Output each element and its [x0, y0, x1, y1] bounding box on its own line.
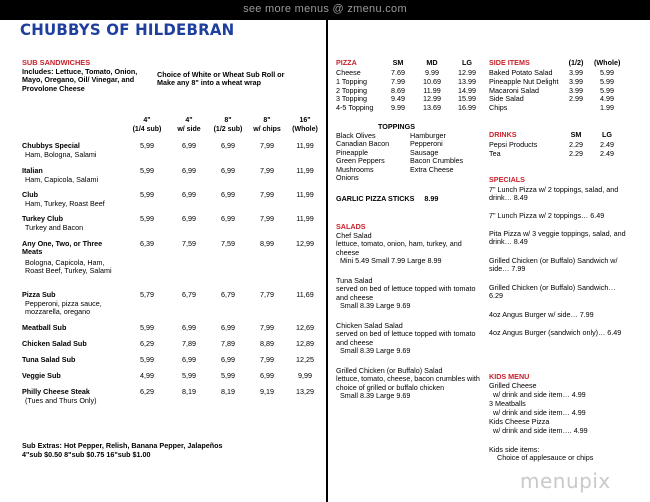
sub-item-price: 9,99	[298, 371, 312, 380]
sub-item-price: 8,89	[260, 339, 274, 348]
pizza-row-price: 16.99	[458, 103, 476, 113]
sub-item-price: 5,79	[140, 290, 154, 299]
pizza-row-name: 3 Topping	[336, 94, 368, 104]
toppings-heading: TOPPINGS	[378, 122, 416, 131]
sub-item-name: Italian	[22, 166, 43, 175]
sub-header-size: 16"	[299, 117, 311, 124]
sub-extras: Sub Extras: Hot Pepper, Relish, Banana Pepper, Jalapeños	[22, 441, 223, 450]
sub-item-price: 11,99	[296, 190, 314, 199]
pizza-row-price: 13.99	[458, 76, 476, 86]
side-item-half-price: 3.99	[569, 68, 583, 77]
specials-heading: SPECIALS	[489, 175, 525, 184]
side-item-whole-price: 1.99	[600, 103, 614, 113]
pizza-row-price: 7.99	[391, 76, 405, 86]
sub-item-price: 5,99	[140, 355, 154, 364]
garlic-pizza-sticks-label: GARLIC PIZZA STICKS	[336, 194, 415, 203]
pizza-row-price: 10.69	[423, 76, 441, 86]
pizza-heading: PIZZA	[336, 58, 357, 67]
sub-item-price: 7,99	[260, 323, 274, 332]
drink-name: Tea	[489, 148, 501, 158]
salad-chicken-prices: Small 8.39 Large 9.69	[340, 346, 411, 356]
topping-item: Hamburger	[410, 131, 446, 140]
pizza-row-name: 2 Topping	[336, 85, 368, 95]
sub-item-name: Philly Cheese Steak	[22, 387, 90, 396]
sub-item-name: Any One, Two, or Three Meats	[22, 239, 103, 257]
sub-item-price: 6,99	[182, 141, 196, 150]
sub-item-price: 5,99	[221, 371, 235, 380]
sub-header-size: 4"	[185, 117, 193, 124]
sub-item-price: 8,99	[260, 239, 274, 248]
sub-item-price: 7,59	[182, 239, 196, 248]
sub-item-price: 7,99	[260, 214, 274, 223]
pizza-row-price: 7.69	[391, 68, 405, 77]
sub-item-desc: Bologna, Capicola, Ham, Roast Beef, Turkey, Salami	[25, 258, 112, 276]
sub-item-price: 9,19	[260, 387, 274, 396]
sub-item-desc: Ham, Capicola, Salami	[25, 175, 99, 184]
sub-item-price: 5,99	[140, 141, 154, 150]
salad-grilled-name: Grilled Chicken (or Buffalo) Salad	[336, 366, 443, 375]
sub-item-price: 7,79	[260, 290, 274, 299]
sub-item-price: 6,99	[221, 166, 235, 175]
sub-item-price: 6,39	[140, 239, 154, 248]
salad-chef-name: Chef Salad	[336, 231, 372, 240]
sub-item-price: 12,25	[296, 355, 314, 364]
drink-sm-price: 2.29	[569, 148, 583, 158]
sub-item-price: 7,99	[260, 190, 274, 199]
side-items-heading: SIDE ITEMS	[489, 58, 530, 67]
pizza-size-header: SM	[392, 58, 404, 67]
salad-tuna-prices: Small 8.39 Large 9.69	[340, 301, 411, 311]
salad-grilled	[336, 367, 482, 401]
pizza-row-price: 11.99	[423, 85, 441, 95]
toppings-list-left	[336, 132, 389, 183]
sub-header-size: 8"	[263, 117, 271, 124]
special-item: Pita Pizza w/ 3 veggie toppings, salad, and drink… 8.49	[489, 229, 626, 247]
pizza-row-price: 9.99	[425, 68, 439, 77]
sub-item-price: 12,69	[296, 323, 314, 332]
topping-item: Black Olives	[336, 131, 376, 140]
sub-header-size: 4"	[143, 117, 151, 124]
sub-item-price: 6,99	[260, 371, 274, 380]
kids-item-detail: w/ drink and side item… 4.99	[493, 390, 586, 399]
sub-item-price: 6,99	[182, 190, 196, 199]
sub-item-price: 6,99	[182, 214, 196, 223]
sub-item-price: 6,29	[140, 387, 154, 396]
sub-item-name: Chicken Salad Sub	[22, 339, 87, 348]
pizza-row-price: 13.69	[423, 103, 441, 113]
sub-roll-choice: Choice of White or Wheat Sub Roll or Make any 8" into a wheat wrap	[157, 70, 285, 88]
side-item-name: Side Salad	[489, 94, 524, 104]
side-col-half: (1/2)	[568, 58, 584, 67]
sub-item-price: 6,79	[221, 290, 235, 299]
sub-item-price: 7,99	[260, 166, 274, 175]
drinks-heading: DRINKS	[489, 130, 517, 139]
sub-item-name: Veggie Sub	[22, 371, 61, 380]
special-item: Grilled Chicken (or Buffalo) Sandwich… 6.29	[489, 283, 616, 301]
sub-item-desc: Ham, Bologna, Salami	[25, 150, 97, 159]
sub-item-price: 6,99	[221, 190, 235, 199]
sub-item-price: 6,99	[182, 355, 196, 364]
sub-item-price: 6,29	[140, 339, 154, 348]
pizza-row-price: 12.99	[423, 94, 441, 104]
kids-item-name: Grilled Cheese	[489, 381, 537, 390]
sub-item-price: 4,99	[140, 371, 154, 380]
special-item: 4oz Angus Burger w/ side… 7.99	[489, 310, 594, 319]
garlic-pizza-sticks	[336, 195, 438, 203]
sub-extras-prices: 4"sub $0.50 8"sub $0.75 16"sub $1.00	[22, 450, 151, 459]
sub-item-price: 5,99	[140, 323, 154, 332]
pizza-row-name: Cheese	[336, 68, 361, 77]
drink-col-lg: LG	[602, 130, 612, 139]
sub-header-size: 8"	[224, 117, 232, 124]
kids-item-detail: w/ drink and side item…. 4.99	[493, 426, 588, 435]
sub-header-label: (1/4 sub)	[132, 126, 162, 133]
side-col-whole: (Whole)	[594, 58, 621, 67]
sub-item-price: 7,89	[182, 339, 196, 348]
salads-heading: SALADS	[336, 222, 366, 231]
sub-item-price: 6,99	[221, 141, 235, 150]
kids-menu-heading: KIDS MENU	[489, 372, 530, 381]
sub-header-label: (1/2 sub)	[213, 126, 243, 133]
drink-lg-price: 2.49	[600, 140, 614, 149]
salad-tuna	[336, 277, 482, 311]
topping-item: Extra Cheese	[410, 164, 454, 174]
sub-item-price: 6,99	[182, 166, 196, 175]
salad-tuna-desc: served on bed of lettuce topped with tomato and cheese	[336, 284, 476, 302]
sub-item-price: 8,19	[182, 387, 196, 396]
sub-item-name: Meatball Sub	[22, 323, 67, 332]
side-item-whole-price: 5.99	[600, 85, 614, 95]
sub-item-name: Tuna Salad Sub	[22, 355, 76, 364]
column-divider	[326, 20, 328, 502]
sub-item-price: 8,19	[221, 387, 235, 396]
sub-item-name: Club	[22, 190, 38, 199]
salad-grilled-desc: lettuce, tomato, cheese, bacon crumbles with choice of grilled or buffalo chicken	[336, 374, 480, 392]
pizza-row-price: 12.99	[458, 68, 476, 77]
sub-item-price: 6,99	[221, 323, 235, 332]
salad-tuna-name: Tuna Salad	[336, 276, 373, 285]
kids-item-detail: w/ drink and side item… 4.99	[493, 408, 586, 417]
sub-header-label: w/ side	[177, 126, 201, 133]
kids-item-name: 3 Meatballs	[489, 399, 526, 408]
sub-item-price: 7,59	[221, 239, 235, 248]
kids-side-items-label: Kids side items:	[489, 445, 540, 454]
salad-chef-prices: Mini 5.49 Small 7.99 Large 8.99	[340, 256, 442, 266]
salad-chef	[336, 232, 482, 266]
drink-name: Pepsi Products	[489, 140, 538, 149]
pizza-row-name: 4-5 Topping	[336, 103, 374, 113]
sub-item-price: 7,99	[260, 355, 274, 364]
side-item-name: Macaroni Salad	[489, 85, 539, 95]
topping-item: Pepperoni	[410, 139, 443, 149]
side-item-half-price: 2.99	[569, 94, 583, 104]
topping-item: Sausage	[410, 147, 439, 157]
pizza-row-price: 8.69	[391, 85, 405, 95]
side-item-half-price: 3.99	[569, 85, 583, 95]
sub-item-price: 6,99	[221, 355, 235, 364]
pizza-row-price: 15.99	[458, 94, 476, 104]
topping-item: Onions	[336, 173, 359, 183]
topping-item: Green Peppers	[336, 156, 385, 166]
sub-item-price: 7,99	[260, 141, 274, 150]
sub-item-desc: (Tues and Thurs Only)	[25, 396, 97, 405]
pizza-row-price: 9.49	[391, 94, 405, 104]
sub-header-label: (Whole)	[292, 126, 318, 133]
drink-lg-price: 2.49	[600, 148, 614, 158]
sub-item-price: 6,99	[221, 214, 235, 223]
salad-chicken-desc: served on bed of lettuce topped with tomato and cheese	[336, 329, 476, 347]
sub-item-price: 13,29	[296, 387, 314, 396]
kids-side-items	[489, 446, 629, 463]
drink-sm-price: 2.29	[569, 140, 583, 149]
sub-item-price: 6,79	[182, 290, 196, 299]
special-item: Grilled Chicken (or Buffalo) Sandwich w/ side… 7.99	[489, 256, 618, 274]
special-item: 7" Lunch Pizza w/ 2 toppings, salad, and drink… 8.49	[489, 185, 619, 203]
salad-chicken	[336, 322, 482, 356]
pizza-row-price: 9.99	[391, 103, 405, 113]
side-item-name: Pineapple Nut Delight	[489, 76, 559, 86]
sub-item-price: 11,69	[296, 290, 314, 299]
side-item-whole-price: 4.99	[600, 94, 614, 104]
sub-includes: Includes: Lettuce, Tomato, Onion, Mayo, Oregano, Oil/ Vinegar, and Provolone Cheese	[22, 67, 138, 93]
watermark-bottom: menupix	[520, 469, 611, 493]
garlic-pizza-sticks-price: 8.99	[424, 194, 439, 203]
kids-item-name: Kids Cheese Pizza	[489, 417, 550, 426]
watermark-top: see more menus @ zmenu.com	[243, 3, 407, 15]
topping-item: Bacon Crumbles	[410, 156, 464, 166]
sub-item-desc: Pepperoni, pizza sauce, mozzarella, oregano	[25, 299, 102, 317]
sub-sandwiches-heading: SUB SANDWICHES	[22, 58, 91, 67]
pizza-size-header: MD	[426, 58, 438, 67]
restaurant-title: CHUBBYS OF HILDEBRAN	[20, 20, 235, 40]
side-item-whole-price: 5.99	[600, 68, 614, 77]
pizza-size-header: LG	[462, 58, 472, 67]
sub-item-price: 12,99	[296, 239, 314, 248]
sub-item-name: Pizza Sub	[22, 290, 56, 299]
side-item-name: Baked Potato Salad	[489, 68, 553, 77]
topping-item: Pineapple	[336, 147, 368, 157]
sub-item-price: 5,99	[140, 214, 154, 223]
pizza-row-name: 1 Topping	[336, 76, 368, 86]
side-item-half-price: 3.99	[569, 76, 583, 86]
special-item: 7" Lunch Pizza w/ 2 toppings… 6.49	[489, 211, 605, 220]
sub-item-price: 11,99	[296, 166, 314, 175]
sub-item-price: 11,99	[296, 141, 314, 150]
salad-chicken-name: Chicken Salad Salad	[336, 321, 403, 330]
topping-item: Canadian Bacon	[336, 139, 390, 149]
sub-item-price: 12,89	[296, 339, 314, 348]
pizza-row-price: 14.99	[458, 85, 476, 95]
sub-item-desc: Ham, Turkey, Roast Beef	[25, 199, 105, 208]
sub-item-price: 7,89	[221, 339, 235, 348]
sub-item-desc: Turkey and Bacon	[25, 223, 84, 232]
sub-item-name: Turkey Club	[22, 214, 64, 223]
sub-item-price: 5,99	[140, 166, 154, 175]
sub-item-price: 11,99	[296, 214, 314, 223]
topping-item: Mushrooms	[336, 164, 374, 174]
side-item-name: Chips	[489, 103, 508, 113]
sub-item-price: 5,99	[140, 190, 154, 199]
sub-item-price: 6,99	[182, 323, 196, 332]
salad-chef-desc: lettuce, tomato, onion, ham, turkey, and cheese	[336, 239, 462, 257]
kids-side-items-choice: Choice of applesauce or chips	[497, 453, 594, 463]
sub-item-price: 5,99	[182, 371, 196, 380]
drink-col-sm: SM	[570, 130, 582, 139]
side-item-whole-price: 5.99	[600, 76, 614, 86]
special-item: 4oz Angus Burger (sandwich only)… 6.49	[489, 328, 622, 337]
sub-item-name: Chubbys Special	[22, 141, 80, 150]
salad-grilled-prices: Small 8.39 Large 9.69	[340, 391, 411, 401]
sub-header-label: w/ chips	[253, 126, 281, 133]
toppings-list-right	[410, 132, 463, 174]
